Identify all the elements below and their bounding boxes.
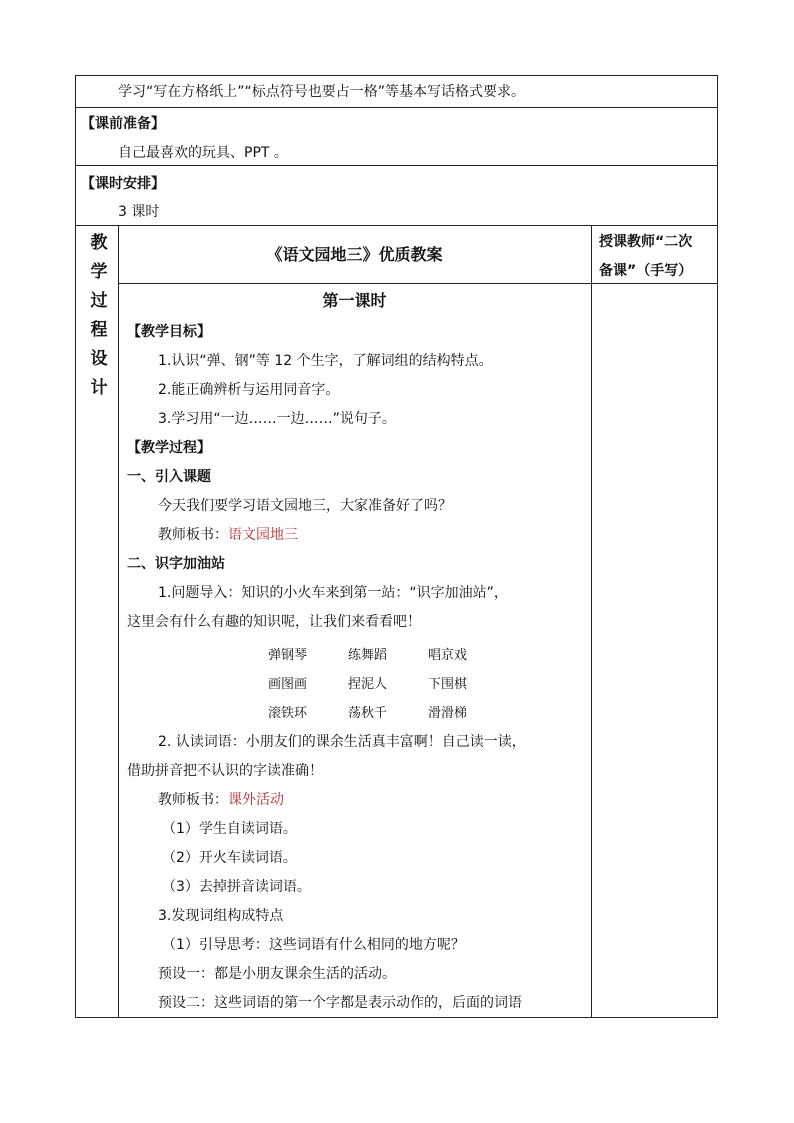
row-divider: [118, 283, 718, 284]
column-divider: [118, 225, 119, 1018]
vocab-word: 练舞蹈: [348, 648, 388, 663]
session-title: 第一课时: [322, 291, 387, 310]
vocab-word: 唱京戏: [428, 648, 468, 663]
step-text: 这里会有什么有趣的知识呢，让我们来看看吧！: [127, 614, 421, 630]
vocab-word: 下围棋: [428, 677, 468, 692]
teacher-column-line1: 授课教师“二次: [599, 234, 693, 250]
goals-heading: 【教学目标】: [127, 324, 211, 340]
guide-question: （1）引导思考：这些词语有什么相同的地方呢？: [162, 937, 465, 953]
goal-item: 3.学习用“一边……一边……”说句子。: [158, 411, 396, 427]
step-text: 2. 认读词语：小朋友们的课余生活真丰富啊！自己读一读，: [158, 734, 526, 750]
goal-item: 1.认识“弹、钢”等 12 个生字，了解词组的结构特点。: [158, 353, 493, 369]
side-label-char: 程: [90, 320, 108, 340]
section-heading: 一、引入课题: [127, 469, 211, 485]
vocab-word: 捏泥人: [348, 677, 388, 692]
table-border-top: [75, 75, 718, 76]
side-label-char: 设: [90, 349, 108, 369]
side-label-char: 计: [90, 378, 108, 398]
format-requirement-text: 学习“写在方格纸上”“标点符号也要占一格”等基本写话格式要求。: [118, 84, 526, 100]
teacher-column-line2: 备课”（手写）: [599, 263, 693, 279]
reading-step: （3）去掉拼音读词语。: [162, 879, 311, 895]
section-heading: 二、识字加油站: [127, 556, 225, 572]
schedule-heading: 【课时安排】: [81, 176, 165, 192]
row-divider: [75, 107, 718, 108]
vocab-word: 荡秋千: [348, 706, 388, 721]
side-label-char: 过: [90, 291, 108, 311]
goal-item: 2.能正确辨析与运用同音字。: [158, 382, 340, 398]
plan-title: 《语文园地三》优质教案: [266, 245, 443, 264]
step-text: 借助拼音把不认识的字读准确！: [127, 763, 323, 779]
reading-step: （2）开火车读词语。: [162, 850, 297, 866]
side-label-char: 教: [90, 233, 108, 253]
board-value: 课外活动: [228, 792, 284, 808]
board-note: [158, 525, 298, 545]
vocab-word: 滚铁环: [268, 706, 308, 721]
step-text: 3.发现词组构成特点: [158, 908, 284, 924]
vocab-word: 滑滑梯: [428, 706, 468, 721]
prep-text: 自己最喜欢的玩具、PPT 。: [118, 145, 288, 161]
section-text: 今天我们要学习语文园地三，大家准备好了吗？: [158, 498, 452, 514]
row-divider: [75, 225, 718, 226]
step-text: 1.问题导入：知识的小火车来到第一站：“识字加油站”，: [158, 585, 508, 601]
preset-text: 预设一：都是小朋友课余生活的活动。: [158, 966, 396, 982]
process-heading: 【教学过程】: [127, 440, 211, 456]
prep-heading: 【课前准备】: [81, 116, 165, 132]
board-label: 教师板书：: [158, 527, 228, 543]
vocab-word: 画图画: [268, 677, 308, 692]
board-label: 教师板书：: [158, 792, 228, 808]
vocab-word: 弹钢琴: [268, 648, 308, 663]
row-divider: [75, 165, 718, 166]
board-note: [158, 790, 284, 810]
column-divider: [591, 225, 592, 1018]
board-value: 语文园地三: [228, 527, 298, 543]
preset-text: 预设二：这些词语的第一个字都是表示动作的，后面的词语: [158, 995, 522, 1011]
reading-step: （1）学生自读词语。: [162, 821, 297, 837]
schedule-text: 3 课时: [118, 204, 160, 220]
table-border-right: [717, 75, 718, 1018]
table-border-bottom: [75, 1017, 718, 1018]
side-label-char: 学: [90, 262, 108, 282]
table-border-left: [75, 75, 76, 1018]
